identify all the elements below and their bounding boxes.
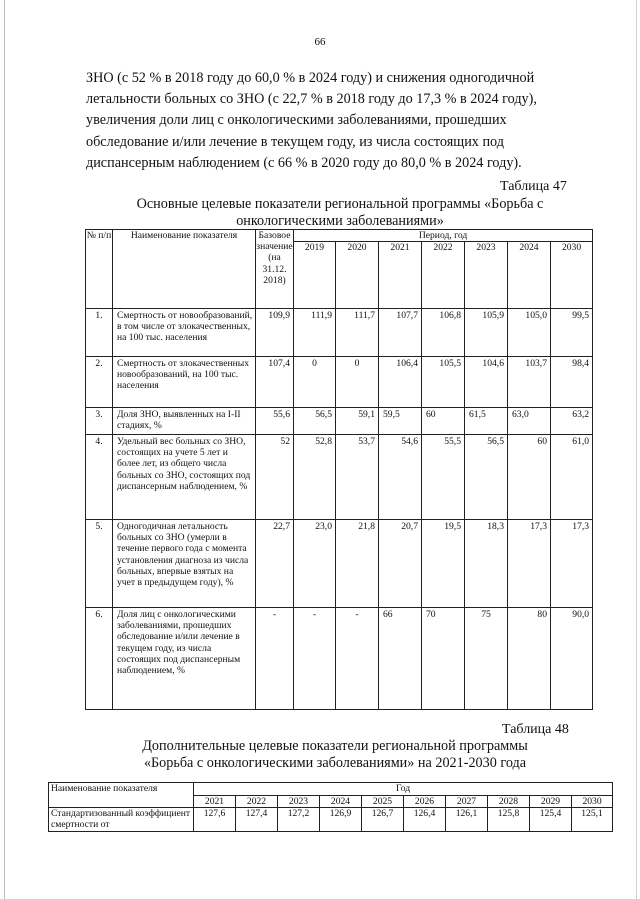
- row-value: 63,0: [508, 408, 551, 435]
- row-value: 105,5: [422, 357, 465, 408]
- row-value: 59,1: [336, 408, 379, 435]
- table-48-title-line: Дополнительные целевые показатели региональной программы: [142, 738, 528, 754]
- row-value: 90,0: [551, 608, 593, 710]
- header-year: 2024: [320, 796, 362, 808]
- row-name: Доля ЗНО, выявленных на I-II стадиях, %: [113, 408, 256, 435]
- row-value: 106,4: [379, 357, 422, 408]
- table-47: [85, 229, 593, 710]
- row-value: 21,8: [336, 520, 379, 608]
- row-value: 126,7: [362, 808, 404, 832]
- header-year: 2022: [422, 242, 465, 309]
- row-value: 126,9: [320, 808, 362, 832]
- header-year: 2028: [488, 796, 530, 808]
- row-value: 19,5: [422, 520, 465, 608]
- row-value: 23,0: [294, 520, 336, 608]
- page-number: 66: [314, 36, 326, 48]
- table-47-title-line: онкологическими заболеваниями»: [236, 213, 444, 229]
- row-num: 2.: [86, 357, 113, 408]
- intro-line: диспансерным наблюдением (с 66 % в 2020 году до 80,0 % в 2024 году).: [86, 154, 522, 171]
- row-value: 99,5: [551, 309, 593, 357]
- row-value: 105,9: [465, 309, 508, 357]
- table-48-title: [80, 738, 590, 772]
- header-period: Период, год: [294, 230, 593, 242]
- row-value: 17,3: [508, 520, 551, 608]
- row-value: 59,5: [379, 408, 422, 435]
- header-num: № п/п: [86, 230, 113, 309]
- header-year: 2029: [530, 796, 572, 808]
- row-value: 127,4: [236, 808, 278, 832]
- intro-line: ЗНО (с 52 % в 2018 году до 60,0 % в 2024 году) и снижения одногодичной: [86, 70, 535, 86]
- row-value: 17,3: [551, 520, 593, 608]
- table-48: [48, 782, 613, 832]
- row-base: 52: [256, 435, 294, 520]
- row-value: 80: [508, 608, 551, 710]
- row-value: 103,7: [508, 357, 551, 408]
- intro-line: увеличения доли лиц с онкологическими заболеваниями, прошедших: [86, 112, 507, 129]
- row-name: Одногодичная летальность больных со ЗНО (умерли в течение первого года с момента установления диагноза из числа больных, впервые взятых на учет в предыдущем году), %: [113, 520, 256, 608]
- row-value: 60: [422, 408, 465, 435]
- table-row: [86, 357, 593, 408]
- intro-paragraph: [86, 68, 576, 174]
- row-value: 56,5: [294, 408, 336, 435]
- row-value: 98,4: [551, 357, 593, 408]
- row-value: 61,0: [551, 435, 593, 520]
- intro-line: обследование и/или лечение в текущем году, из числа состоящих под: [86, 133, 504, 150]
- row-value: -: [294, 608, 336, 710]
- header-base: Базовое значение (на 31.12. 2018): [256, 230, 294, 309]
- row-base: 22,7: [256, 520, 294, 608]
- row-value: 70: [422, 608, 465, 710]
- row-value: 127,6: [194, 808, 236, 832]
- row-value: 61,5: [465, 408, 508, 435]
- row-value: 125,1: [572, 808, 613, 832]
- row-value: 75: [465, 608, 508, 710]
- row-value: 125,8: [488, 808, 530, 832]
- table-row: [86, 408, 593, 435]
- row-value: 106,8: [422, 309, 465, 357]
- row-num: 4.: [86, 435, 113, 520]
- header-year: 2019: [294, 242, 336, 309]
- row-num: 3.: [86, 408, 113, 435]
- table-48-label: Таблица 48: [502, 722, 569, 737]
- header-period: Год: [194, 783, 613, 796]
- row-base: 107,4: [256, 357, 294, 408]
- header-year: 2026: [404, 796, 446, 808]
- table-row: [86, 435, 593, 520]
- row-name: Смертность от новообразований, в том числе от злокачественных, на 100 тыс. населения: [113, 309, 256, 357]
- row-value: -: [336, 608, 379, 710]
- row-value: 55,5: [422, 435, 465, 520]
- row-value: 127,2: [278, 808, 320, 832]
- header-year: 2023: [465, 242, 508, 309]
- row-value: 54,6: [379, 435, 422, 520]
- row-value: 0: [294, 357, 336, 408]
- header-year: 2021: [194, 796, 236, 808]
- row-value: 53,7: [336, 435, 379, 520]
- row-value: 60: [508, 435, 551, 520]
- header-year: 2023: [278, 796, 320, 808]
- header-year: 2027: [446, 796, 488, 808]
- header-year: 2025: [362, 796, 404, 808]
- header-year: 2024: [508, 242, 551, 309]
- row-value: 125,4: [530, 808, 572, 832]
- header-year: 2021: [379, 242, 422, 309]
- row-value: 63,2: [551, 408, 593, 435]
- intro-line: летальности больных со ЗНО (с 22,7 % в 2018 году до 17,3 % в 2024 году),: [86, 91, 537, 108]
- row-value: 18,3: [465, 520, 508, 608]
- row-value: 56,5: [465, 435, 508, 520]
- row-value: 111,7: [336, 309, 379, 357]
- row-name: Стандартизованный коэффициент смертности от: [49, 808, 194, 832]
- row-value: 105,0: [508, 309, 551, 357]
- page-edge-left: [4, 0, 5, 899]
- row-base: 109,9: [256, 309, 294, 357]
- header-year: 2030: [551, 242, 593, 309]
- row-value: 126,4: [404, 808, 446, 832]
- row-value: 20,7: [379, 520, 422, 608]
- row-num: 5.: [86, 520, 113, 608]
- header-name: Наименование показателя: [49, 783, 194, 808]
- row-value: 111,9: [294, 309, 336, 357]
- row-name: Смертность от злокачественных новообразований, на 100 тыс. населения: [113, 357, 256, 408]
- header-name: Наименование показателя: [113, 230, 256, 309]
- row-name: Доля лиц с онкологическими заболеваниями, прошедших обследование и/или лечение в текущем году, из числа состоящих под диспансерным наблюдением, %: [113, 608, 256, 710]
- row-base: -: [256, 608, 294, 710]
- header-year: 2030: [572, 796, 613, 808]
- table-47-title-line: Основные целевые показатели региональной программы «Борьба с: [136, 196, 544, 212]
- table-row: [86, 520, 593, 608]
- row-value: 52,8: [294, 435, 336, 520]
- row-value: 126,1: [446, 808, 488, 832]
- row-value: 0: [336, 357, 379, 408]
- row-value: 66: [379, 608, 422, 710]
- header-year: 2022: [236, 796, 278, 808]
- row-value: 107,7: [379, 309, 422, 357]
- table-47-title: [90, 196, 590, 230]
- page-edge-right: [636, 0, 637, 899]
- table-row: [86, 309, 593, 357]
- table-row: [49, 808, 613, 832]
- table-row: [86, 608, 593, 710]
- row-num: 6.: [86, 608, 113, 710]
- row-num: 1.: [86, 309, 113, 357]
- row-base: 55,6: [256, 408, 294, 435]
- table-48-title-line: «Борьба с онкологическими заболеваниями» на 2021-2030 года: [143, 755, 527, 771]
- row-value: 104,6: [465, 357, 508, 408]
- header-year: 2020: [336, 242, 379, 309]
- table-47-label: Таблица 47: [500, 179, 567, 194]
- row-name: Удельный вес больных со ЗНО, состоящих на учете 5 лет и более лет, из общего числа больных со ЗНО, состоящих под диспансерным наблюдением, %: [113, 435, 256, 520]
